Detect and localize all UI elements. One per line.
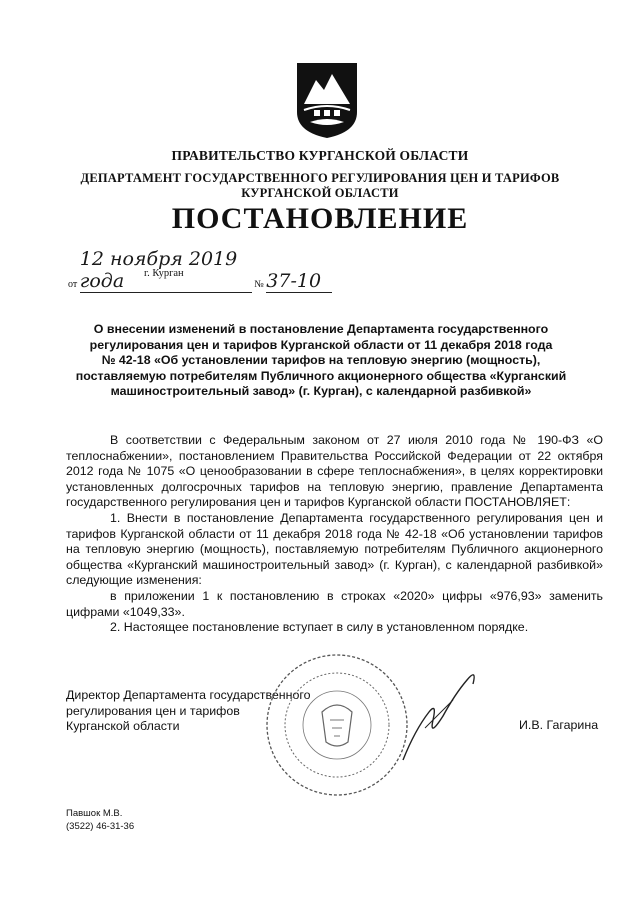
document-title: ПОСТАНОВЛЕНИЕ [171,202,469,235]
executor-info [66,808,134,833]
handwritten-signature [395,660,505,770]
department-name-line1: ДЕПАРТАМЕНТ ГОСУДАРСТВЕННОГО РЕГУЛИРОВАНИЯ ЦЕН И ТАРИФОВ [80,171,560,185]
date-prefix: от [68,279,78,290]
department-name [0,171,640,201]
dateline [68,248,332,293]
body-paragraph-preamble: В соответствии с Федеральным законом от 27 июля 2010 года № 190-ФЗ «О теплоснабжении», постановлением Правительства Российской Федерации от 22 октября 2012 года № 1075 «О ценообразовании в сфере теплоснабжения», в целях корректировки установленных долгосрочных тарифов на тепловую энергию, правление Департамента государственного регулирования цен и тарифов Курганской области ПОСТАНОВЛЯЕТ: [66,433,603,510]
government-name: ПРАВИТЕЛЬСТВО КУРГАНСКОЙ ОБЛАСТИ [171,148,469,163]
subject-line5: машиностроительный завод» (г. Курган), с календарной разбивкой» [110,384,532,398]
official-seal-stamp [262,650,412,800]
subject-line3: № 42-18 «Об установлении тарифов на тепловую энергию (мощность), [101,353,541,367]
body-paragraph-item1: 1. Внести в постановление Департамента государственного регулирования цен и тарифов Курганской области от 11 декабря 2018 года № 42-18 «Об установлении тарифов на тепловую энергию (мощность), поставляемую потребителям Публичного акционерного общества «Курганский машиностроительный завод» (г. Курган), с календарной разбивкой» следующие изменения: [66,510,603,588]
document-body [66,433,603,636]
document-subject [75,322,567,400]
department-name-line2: КУРГАНСКОЙ ОБЛАСТИ [241,186,399,200]
subject-line1: О внесении изменений в постановление Департамента государственного [93,322,549,336]
position-line3: Курганской области [66,719,180,733]
coat-of-arms-emblem [294,60,360,140]
executor-phone: (3522) 46-31-36 [66,820,135,832]
position-line2: регулирования цен и тарифов [66,703,240,718]
subject-line2: регулирования цен и тарифов Курганской области от 11 декабря 2018 года [89,337,553,352]
body-paragraph-item2: 2. Настоящее постановление вступает в силу в установленном порядке. [110,620,529,635]
position-line1: Директор Департамента государственного [66,688,311,702]
body-paragraph-change: в приложении 1 к постановлению в строках «2020» цифры «976,93» заменить цифрами «1049,33». [66,588,603,619]
subject-line4: поставляемую потребителям Публичного акционерного общества «Курганский [75,368,567,383]
executor-name: Павшок М.В. [66,808,123,819]
signatory-name: И.В. Гагарина [519,718,599,732]
city-label: г. Курган [144,268,184,279]
number-prefix: № [254,279,264,290]
handwritten-number: 37-10 [266,270,332,293]
handwritten-date: 12 ноября 2019 года [80,248,252,293]
